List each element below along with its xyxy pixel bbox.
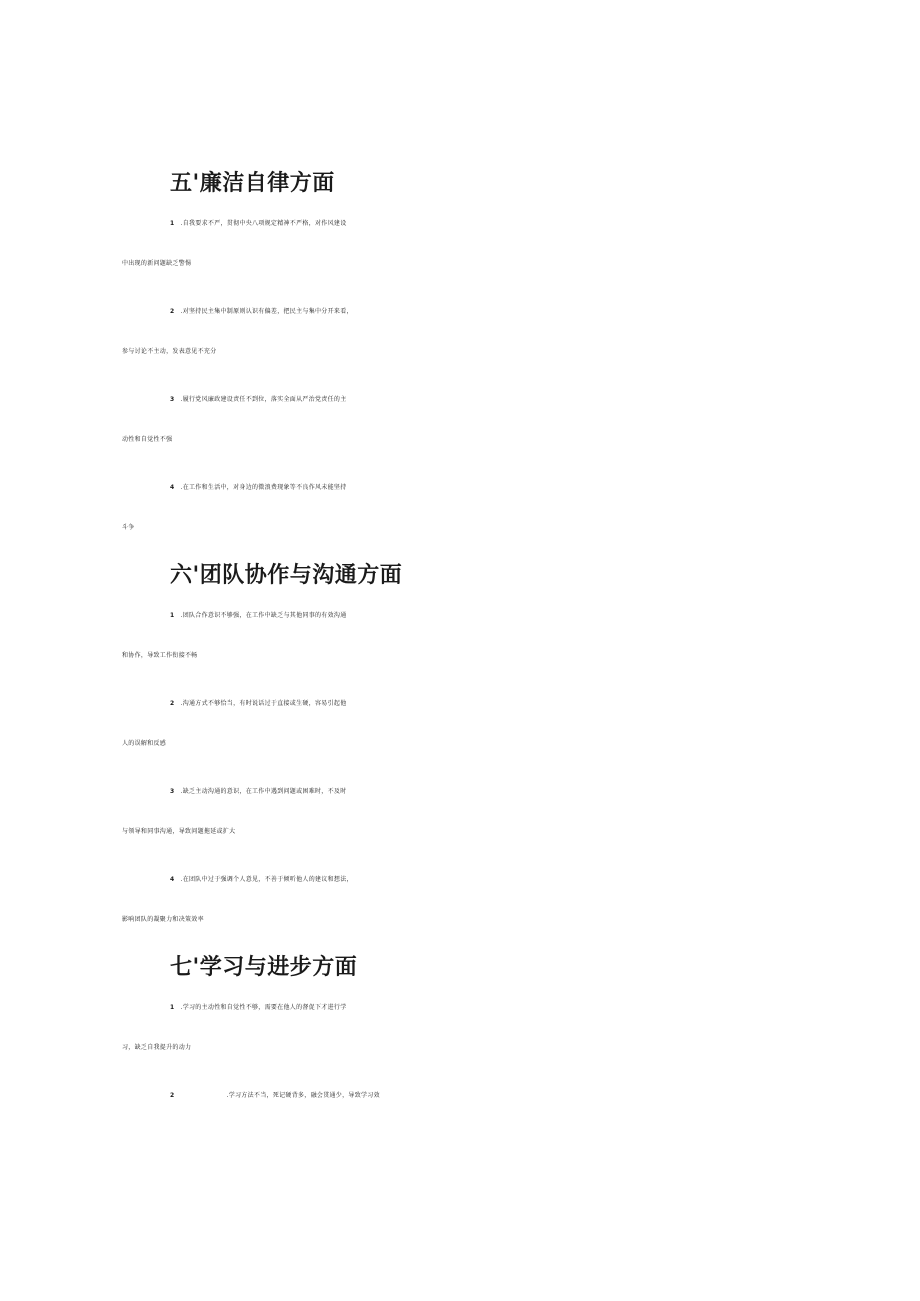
item-number: 1 xyxy=(170,612,175,619)
item-number: 3 xyxy=(170,396,175,403)
section-xuexi xyxy=(0,948,920,1116)
item-text: .履行党风廉政建设责任不到位，落实全面从严治党责任的主 xyxy=(180,396,347,403)
list-item xyxy=(0,380,920,460)
section-tuandui xyxy=(0,556,920,940)
item-number: 2 xyxy=(170,308,175,315)
list-item xyxy=(0,596,920,676)
item-text-continued: 参与讨论不主动，发表意见不充分 xyxy=(122,348,217,355)
item-number: 3 xyxy=(170,788,175,795)
item-text: .对坚持民主集中制原则认识有偏差，把民主与集中分开来看， xyxy=(180,308,353,315)
item-text-continued: 人的误解和反感 xyxy=(122,740,167,747)
item-number: 1 xyxy=(170,1004,175,1011)
item-number: 4 xyxy=(170,876,175,883)
item-text-continued: 斗争 xyxy=(122,524,135,531)
section-heading: 五'廉洁自律方面 xyxy=(170,171,335,196)
list-item xyxy=(0,1076,920,1116)
item-text: .学习方法不当，死记硬背多，融会贯通少，导致学习效 xyxy=(226,1092,380,1099)
item-text: .在工作和生活中，对身边的微浪费现象等不良作风未能坚持 xyxy=(180,484,347,491)
item-text-continued: 影响团队的凝聚力和决策效率 xyxy=(122,916,204,923)
item-text-continued: 中出现的新问题缺乏警惕 xyxy=(122,260,192,267)
item-text: .自我要求不严，贯彻中央八项规定精神不严格，对作风建设 xyxy=(180,220,347,227)
list-item xyxy=(0,988,920,1068)
item-number: 2 xyxy=(170,1092,175,1099)
item-number: 1 xyxy=(170,220,175,227)
section-heading: 七'学习与进步方面 xyxy=(170,955,358,980)
item-text: .缺乏主动沟通的意识，在工作中遇到问题或困难时，不及时 xyxy=(180,788,347,795)
list-item xyxy=(0,204,920,284)
item-text: .学习的主动性和自觉性不够，需要在他人的督促下才进行学 xyxy=(180,1004,347,1011)
item-text-continued: 与领导和同事沟通，导致问题拖延或扩大 xyxy=(122,828,236,835)
item-text-continued: 动性和自觉性不强 xyxy=(122,436,173,443)
item-text: .在团队中过于强调个人意见，不善于倾听他人的建议和想法， xyxy=(180,876,353,883)
item-text: .团队合作意识不够强，在工作中缺乏与其他同事的有效沟通 xyxy=(180,612,347,619)
document-body xyxy=(0,164,920,1124)
list-item xyxy=(0,292,920,372)
item-text-continued: 习，缺乏自我提升的动力 xyxy=(122,1044,192,1051)
section-lianjie xyxy=(0,164,920,548)
list-item xyxy=(0,684,920,764)
section-heading: 六'团队协作与沟通方面 xyxy=(170,563,403,588)
item-number: 4 xyxy=(170,484,175,491)
item-text-continued: 和协作，导致工作衔接不畅 xyxy=(122,652,198,659)
list-item xyxy=(0,860,920,940)
list-item xyxy=(0,772,920,852)
item-number: 2 xyxy=(170,700,175,707)
item-text: .沟通方式不够恰当，有时说话过于直接或生硬，容易引起他 xyxy=(180,700,347,707)
list-item xyxy=(0,468,920,548)
